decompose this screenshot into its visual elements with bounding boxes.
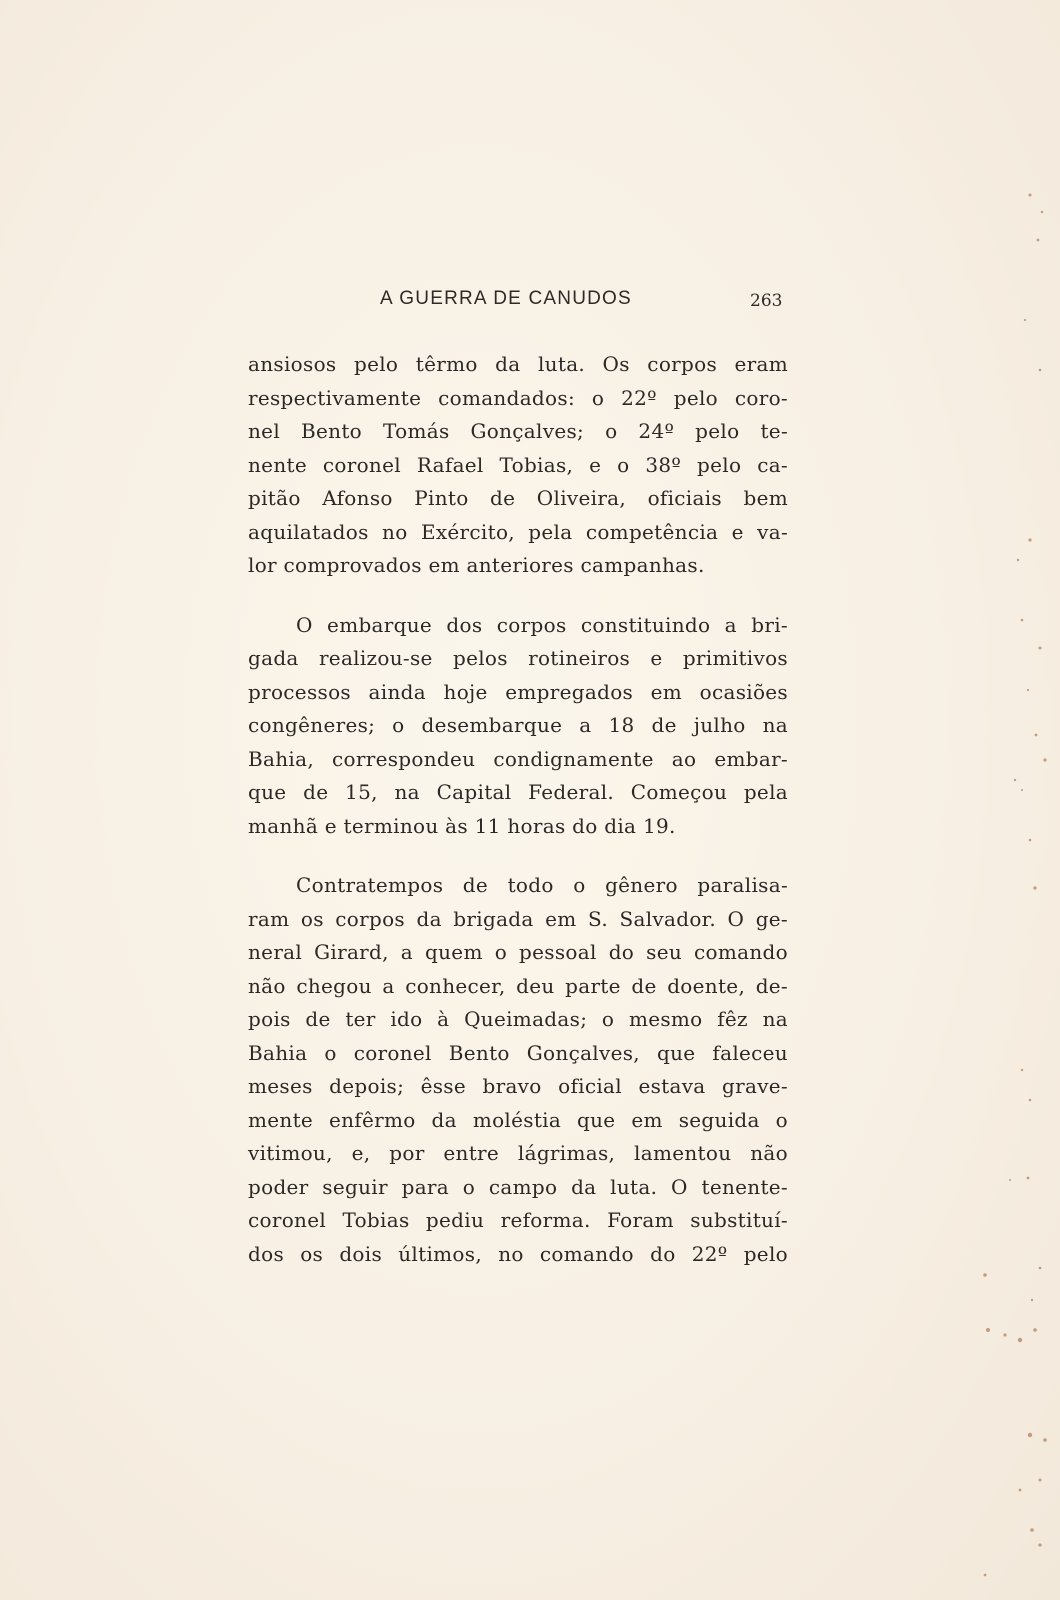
paragraph — [248, 348, 788, 583]
text-line: respectivamente comandados: o 22º pelo coro- — [248, 385, 788, 410]
text-line: lor comprovados em anteriores campanhas. — [248, 553, 705, 577]
text-line: gada realizou-se pelos rotineiros e primitivos — [248, 646, 788, 670]
text-line: dos os dois últimos, no comando do 22º pelo — [248, 1241, 788, 1266]
text-line: aquilatados no Exército, pela competência e va- — [248, 519, 788, 544]
text-line: não chegou a conhecer, deu parte de doente, de- — [248, 973, 788, 998]
running-title: A GUERRA DE CANUDOS — [380, 288, 632, 309]
text-line: vitimou, e, por entre lágrimas, lamentou não — [248, 1141, 788, 1165]
text-line: Bahia, correspondeu condignamente ao embar- — [248, 746, 788, 771]
text-line: processos ainda hoje empregados em ocasiões — [248, 679, 788, 704]
text-line: meses depois; êsse bravo oficial estava grave- — [248, 1074, 788, 1098]
text-line: mente enfêrmo da moléstia que em seguida o — [248, 1107, 788, 1132]
text-line: O embarque dos corpos constituindo a bri- — [296, 612, 788, 637]
text-line: que de 15, na Capital Federal. Começou pela — [248, 780, 788, 804]
text-line: pitão Afonso Pinto de Oliveira, oficiais bem — [248, 486, 788, 510]
text-line: coronel Tobias pediu reforma. Foram substituí- — [248, 1208, 788, 1232]
text-line: nel Bento Tomás Gonçalves; o 24º pelo te- — [248, 419, 788, 443]
text-line: congêneres; o desembarque a 18 de julho na — [248, 713, 788, 737]
text-line: manhã e terminou às 11 horas do dia 19. — [248, 813, 676, 838]
text-line: Bahia o coronel Bento Gonçalves, que faleceu — [248, 1040, 788, 1065]
text-line: nente coronel Rafael Tobias, e o 38º pelo ca- — [248, 452, 788, 477]
text-line: ram os corpos da brigada em S. Salvador. O ge- — [248, 906, 788, 931]
text-line: Contratempos de todo o gênero paralisa- — [296, 873, 788, 897]
page-number: 263 — [750, 291, 783, 311]
text-line: poder seguir para o campo da luta. O tenente- — [248, 1174, 788, 1199]
text-line: pois de ter ido à Queimadas; o mesmo fêz na — [248, 1007, 788, 1031]
paragraph — [248, 609, 788, 844]
text-line: ansiosos pelo têrmo da luta. Os corpos eram — [248, 352, 788, 376]
text-line: neral Girard, a quem o pessoal do seu comando — [248, 940, 788, 964]
paragraph — [248, 869, 788, 1271]
page-body — [248, 348, 788, 1271]
